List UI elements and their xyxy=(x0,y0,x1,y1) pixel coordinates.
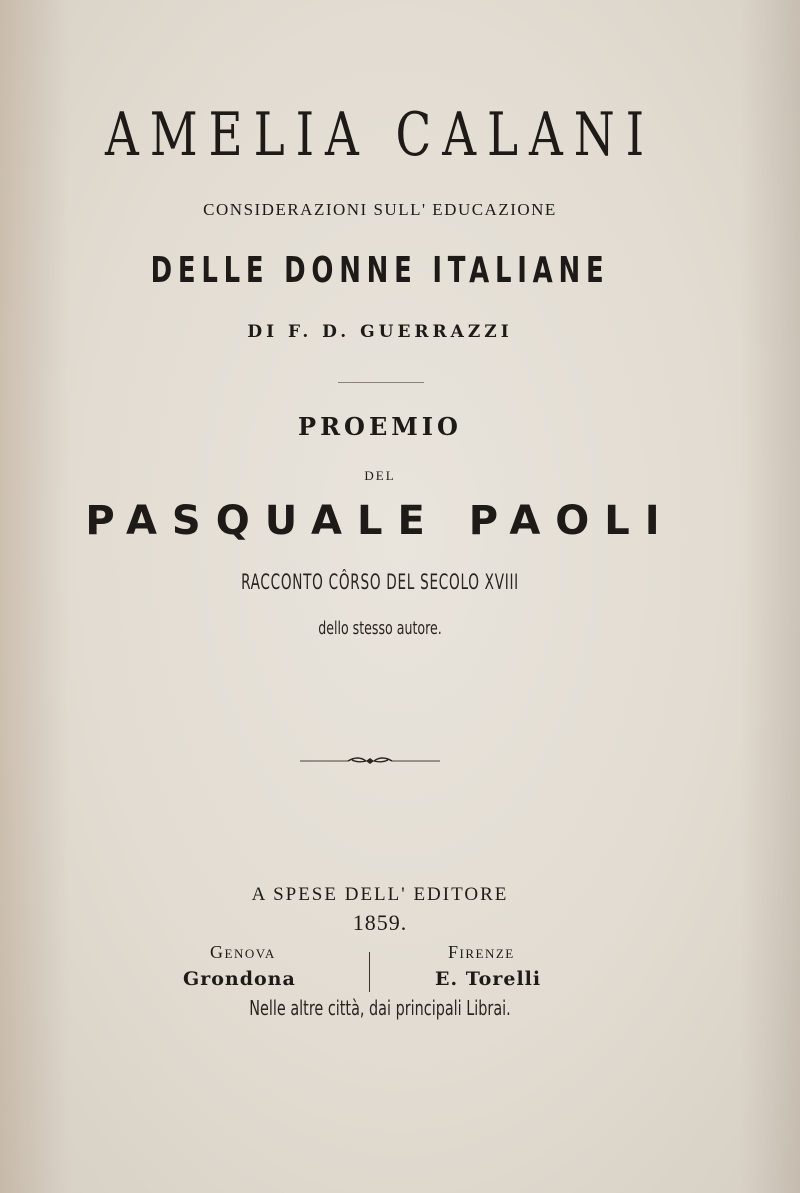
imprint-year: 1859. xyxy=(352,910,408,935)
publisher-torelli: E. Torelli xyxy=(435,968,542,990)
publisher-grondona: Grondona xyxy=(183,968,296,990)
work-title: PASQUALE PAOLI xyxy=(85,498,675,544)
other-cities-note: Nelle altre città, dai principali Librai. xyxy=(249,996,511,1020)
author-line: DI F. D. GUERRAZZI xyxy=(247,322,513,342)
book-subtitle-main: DELLE DONNE ITALIANE xyxy=(150,250,610,291)
imprint-divider xyxy=(369,952,370,992)
same-author-note: dello stesso autore. xyxy=(318,618,442,639)
ornament-icon xyxy=(300,751,440,771)
imprint-spese: A SPESE DELL' EDITORE xyxy=(251,884,509,905)
proemio-heading: PROEMIO xyxy=(298,412,462,441)
work-subtitle: RACCONTO CÔRSO DEL SECOLO XVIII xyxy=(241,570,519,594)
city-firenze: Firenze xyxy=(448,942,515,962)
book-subtitle: CONSIDERAZIONI SULL' EDUCAZIONE xyxy=(203,200,557,219)
city-genova: Genova xyxy=(210,942,276,962)
del-label: DEL xyxy=(364,468,396,483)
book-title: AMELIA CALANI xyxy=(105,100,655,170)
divider-rule xyxy=(338,382,424,383)
